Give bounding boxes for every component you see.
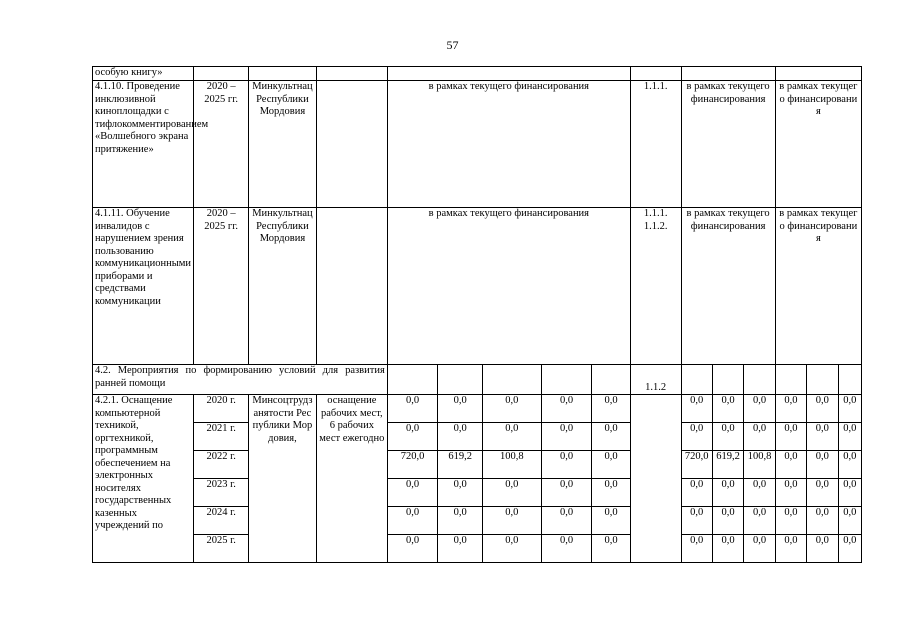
year-row [93,535,862,563]
result-cell: оснащение рабочих мест, 6 рабочих мест ежегодно [316,395,387,563]
value-cell: 0,0 [744,535,775,563]
value-cell: 0,0 [744,479,775,507]
funding-note-cell: в рамках текущего финансирования [775,208,861,365]
year-row [93,451,862,479]
year-cell: 2020 г. [194,395,249,423]
value-cell: 720,0 [681,451,712,479]
value-cell: 0,0 [775,507,806,535]
value-cell: 0,0 [592,535,630,563]
table-row [93,67,862,81]
year-row [93,423,862,451]
program-table [92,66,862,563]
value-cell: 0,0 [744,423,775,451]
value-cell: 0,0 [838,395,862,423]
value-cell: 0,0 [807,423,838,451]
value-cell: 0,0 [438,479,483,507]
executor-cell: Минсоцтрудзанятости Республики Мордовия, [249,395,317,563]
year-cell: 2024 г. [194,507,249,535]
value-cell: 0,0 [592,451,630,479]
value-cell: 0,0 [712,535,743,563]
section-title: 4.2. Мероприятия по формированию условий для развития ранней помощи [93,365,388,395]
funding-note-cell: в рамках текущего финансирования [681,81,775,208]
table-row [93,81,862,208]
funding-cell: в рамках текущего финансирования [387,81,630,208]
value-cell: 0,0 [438,423,483,451]
value-cell: 0,0 [712,423,743,451]
value-cell: 0,0 [775,479,806,507]
value-cell: 0,0 [387,395,438,423]
executor-cell: Минкультнац Республики Мордовия [249,208,317,365]
value-cell: 0,0 [712,507,743,535]
year-cell: 2023 г. [194,479,249,507]
measure-name-cell: 4.2.1. Оснащение компьютерной техникой, оргтехникой, программным обеспечением на электронных носителях государственных казенных учреждений по [93,395,194,563]
value-cell: 0,0 [838,535,862,563]
value-cell: 0,0 [681,507,712,535]
page-number: 57 [446,38,459,52]
value-cell: 0,0 [482,423,541,451]
value-cell: 0,0 [482,535,541,563]
table-row [93,208,862,365]
value-cell: 0,0 [592,423,630,451]
value-cell: 0,0 [807,535,838,563]
value-cell: 0,0 [592,395,630,423]
value-cell: 0,0 [482,479,541,507]
value-cell: 0,0 [438,395,483,423]
measure-name-cell: 4.1.10. Проведение инклюзивной киноплощадки с тифлокомментированием «Волшебного экрана притяжение» [93,81,194,208]
value-cell: 0,0 [592,507,630,535]
value-cell: 0,0 [681,423,712,451]
value-cell: 0,0 [541,423,592,451]
value-cell: 0,0 [387,479,438,507]
value-cell: 100,8 [482,451,541,479]
value-cell: 0,0 [807,507,838,535]
value-cell: 720,0 [387,451,438,479]
value-cell: 0,0 [775,423,806,451]
value-cell: 619,2 [712,451,743,479]
value-cell: 0,0 [541,395,592,423]
period-cell: 2020 – 2025 гг. [194,81,249,208]
value-cell: 0,0 [712,395,743,423]
funding-note-cell: в рамках текущего финансирования [681,208,775,365]
funding-note-cell: в рамках текущего финансирования [775,81,861,208]
value-cell: 0,0 [387,507,438,535]
value-cell: 0,0 [681,395,712,423]
value-cell: 0,0 [482,395,541,423]
value-cell: 619,2 [438,451,483,479]
year-cell: 2022 г. [194,451,249,479]
value-cell: 0,0 [775,451,806,479]
value-cell: 0,0 [744,395,775,423]
year-row [93,395,862,423]
period-cell: 2020 – 2025 гг. [194,208,249,365]
value-cell: 0,0 [775,395,806,423]
value-cell: 0,0 [681,479,712,507]
year-row [93,479,862,507]
executor-cell: Минкультнац Республики Мордовия [249,81,317,208]
value-cell: 0,0 [438,535,483,563]
year-cell: 2021 г. [194,423,249,451]
measure-name-cell: особую книгу» [93,67,194,81]
value-cell: 0,0 [541,535,592,563]
value-cell: 0,0 [807,395,838,423]
value-cell: 0,0 [541,507,592,535]
value-cell: 0,0 [807,451,838,479]
year-row [93,507,862,535]
value-cell: 100,8 [744,451,775,479]
value-cell: 0,0 [541,479,592,507]
year-cell: 2025 г. [194,535,249,563]
value-cell: 0,0 [592,479,630,507]
value-cell: 0,0 [387,535,438,563]
value-cell: 0,0 [387,423,438,451]
value-cell: 0,0 [438,507,483,535]
value-cell: 0,0 [775,535,806,563]
value-cell: 0,0 [838,451,862,479]
measure-name-cell: 4.1.11. Обучение инвалидов с нарушением зрения пользованию коммуникационными приборами и средствами коммуникации [93,208,194,365]
section-row [93,365,862,395]
value-cell: 0,0 [838,423,862,451]
funding-cell: в рамках текущего финансирования [387,208,630,365]
value-cell: 0,0 [541,451,592,479]
value-cell: 0,0 [482,507,541,535]
value-cell: 0,0 [744,507,775,535]
value-cell: 0,0 [838,479,862,507]
value-cell: 0,0 [681,535,712,563]
indicator-cell: 1.1.1. 1.1.2. [630,208,681,365]
value-cell: 0,0 [838,507,862,535]
indicator-cell: 1.1.1. [630,81,681,208]
value-cell: 0,0 [712,479,743,507]
indicator-cell: 1.1.2 [630,365,681,395]
value-cell: 0,0 [807,479,838,507]
